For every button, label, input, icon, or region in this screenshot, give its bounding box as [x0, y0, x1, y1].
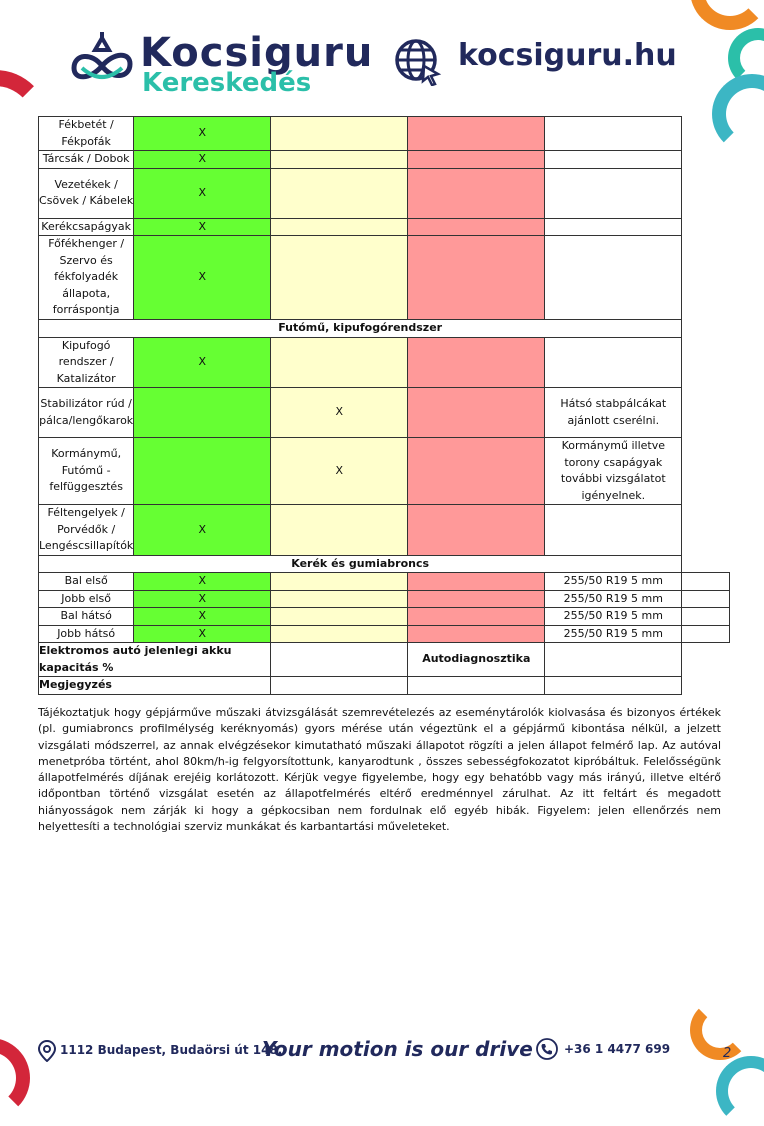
note-cell	[545, 117, 682, 151]
table-row	[39, 218, 730, 236]
status-good-cell: X	[134, 590, 271, 608]
status-good-cell: X	[134, 236, 271, 320]
battery-capacity-value	[271, 643, 408, 677]
status-good-cell	[134, 438, 271, 505]
status-bad-cell	[408, 625, 545, 643]
status-warning-cell	[271, 573, 408, 591]
footer-slogan: Your motion is our drive	[262, 1037, 533, 1061]
item-label: Tárcsák / Dobok	[39, 151, 134, 169]
tire-size-cell: 255/50 R19 5 mm	[545, 608, 682, 626]
table-row	[39, 168, 730, 218]
status-warning-cell	[271, 168, 408, 218]
item-label: Féltengelyek / Porvédők / Lengéscsillapítók	[39, 505, 134, 556]
item-label: Kormánymű, Futómű - felfüggesztés	[39, 438, 134, 505]
item-label: Fékbetét / Fékpofák	[39, 117, 134, 151]
table-row	[39, 388, 730, 438]
status-warning-cell: X	[271, 438, 408, 505]
disclaimer-text: Tájékoztatjuk hogy gépjárműve műszaki átvizsgálását szemrevételezés az eseménytárolók kiolvasása és bizonyos értékek (pl. gumiabroncs profilmélység keréknyomás) gyors mérése után végeztünk el a gépjármű kibontása nélkül, a jelzett vizsgálati módszerrel, az annak elvégzésekor kimutatható műszaki állapotot rögzíti a jelen állapot felmérő lap. Az autóval menetpróba történt, ahol 80km/h-ig felgyorsítottunk, kanyarodtunk , összes sebességfokozatot kipróbáltuk. Felelősségünk állapotfelmérés díjának erejéig korlátozott. Kérjük vegye figyelembe, hogy egy behatóbb vagy más irányú, illetve eltérő időpontban történő vizsgálat esetén az állapotfelmérés eltérő eredménnyel zárulhat. Az itt feltárt és megadott hiányosságok nem zárják ki hogy a gépkocsiban nem fordulnak elő egyéb hibák. Figyelem: jelen ellenőrzés nem helyettesíti a technológiai szerviz munkákat és karbantartási műveleteket.	[38, 706, 721, 834]
table-row	[39, 643, 730, 677]
table-row	[39, 590, 730, 608]
autodiag-value	[545, 643, 682, 677]
decor-arc-bottom-right-orange	[690, 1000, 750, 1060]
note-cell	[545, 236, 682, 320]
item-label: Bal első	[39, 573, 134, 591]
tire-size-cell: 255/50 R19 5 mm	[545, 625, 682, 643]
status-bad-cell	[408, 590, 545, 608]
table-row	[39, 438, 730, 505]
section-header-row	[39, 320, 730, 338]
brand-logo	[68, 28, 374, 98]
table-row	[39, 608, 730, 626]
section-header-row	[39, 555, 730, 573]
status-good-cell: X	[134, 168, 271, 218]
item-label: Kipufogó rendszer / Katalizátor	[39, 337, 134, 388]
status-warning-cell	[271, 151, 408, 169]
item-label: Főfékhenger / Szervo és fékfolyadék állapota, forráspontja	[39, 236, 134, 320]
status-bad-cell	[408, 608, 545, 626]
status-bad-cell	[408, 388, 545, 438]
brand-subtitle: Kereskedés	[142, 68, 312, 98]
globe-cursor-icon	[394, 38, 442, 86]
tire-size-cell: 255/50 R19 5 mm	[545, 590, 682, 608]
status-bad-cell	[408, 168, 545, 218]
table-row	[39, 677, 730, 695]
status-bad-cell	[408, 218, 545, 236]
footer-address: 1112 Budapest, Budaörsi út 148.	[60, 1043, 283, 1057]
status-warning-cell	[271, 218, 408, 236]
phone-icon	[536, 1038, 558, 1060]
status-warning-cell	[271, 590, 408, 608]
status-good-cell: X	[134, 117, 271, 151]
note-cell: Kormánymű illetve torony csapágyak további vizsgálatot igényelnek.	[545, 438, 682, 505]
decor-arc-bottom-right-teal	[716, 1056, 764, 1126]
note-cell	[545, 337, 682, 388]
status-bad-cell	[408, 236, 545, 320]
extra-cell	[682, 625, 730, 643]
item-label: Bal hátsó	[39, 608, 134, 626]
status-good-cell: X	[134, 151, 271, 169]
status-warning-cell	[271, 505, 408, 556]
status-bad-cell	[408, 151, 545, 169]
location-pin-icon	[38, 1040, 56, 1062]
status-bad-cell	[408, 438, 545, 505]
table-row	[39, 625, 730, 643]
table-row	[39, 505, 730, 556]
status-good-cell: X	[134, 573, 271, 591]
remarks-label: Megjegyzés	[39, 677, 271, 695]
status-bad-cell	[408, 117, 545, 151]
status-warning-cell	[271, 608, 408, 626]
extra-cell	[682, 608, 730, 626]
brand-name: Kocsiguru	[140, 30, 374, 76]
page-number: 2	[723, 1046, 732, 1061]
status-warning-cell	[271, 236, 408, 320]
item-label: Jobb hátsó	[39, 625, 134, 643]
table-row	[39, 573, 730, 591]
item-label: Stabilizátor rúd / pálca/lengőkarok	[39, 388, 134, 438]
extra-cell	[682, 573, 730, 591]
autodiag-label: Autodiagnosztika	[408, 643, 545, 677]
item-label: Vezetékek / Csövek / Kábelek	[39, 168, 134, 218]
note-cell	[545, 218, 682, 236]
table-row	[39, 236, 730, 320]
note-cell	[545, 151, 682, 169]
section-title: Futómű, kipufogórendszer	[39, 320, 682, 338]
status-good-cell: X	[134, 625, 271, 643]
status-warning-cell: X	[271, 388, 408, 438]
status-good-cell: X	[134, 608, 271, 626]
extra-cell	[682, 590, 730, 608]
note-cell	[545, 505, 682, 556]
item-label: Jobb első	[39, 590, 134, 608]
battery-capacity-label: Elektromos autó jelenlegi akku kapacitás %	[39, 643, 271, 677]
website-label: kocsiguru.hu	[458, 38, 677, 73]
table-row	[39, 151, 730, 169]
item-label: Kerékcsapágyak	[39, 218, 134, 236]
status-good-cell: X	[134, 505, 271, 556]
table-row	[39, 337, 730, 388]
status-bad-cell	[408, 505, 545, 556]
section-title: Kerék és gumiabroncs	[39, 555, 682, 573]
note-cell: Hátsó stabpálcákat ajánlott cserélni.	[545, 388, 682, 438]
note-cell	[545, 168, 682, 218]
tire-size-cell: 255/50 R19 5 mm	[545, 573, 682, 591]
brand-mascot-icon	[68, 28, 136, 92]
footer-phone: +36 1 4477 699	[564, 1042, 671, 1056]
table-row	[39, 117, 730, 151]
status-good-cell: X	[134, 218, 271, 236]
status-good-cell	[134, 388, 271, 438]
status-warning-cell	[271, 117, 408, 151]
decor-arc-top-right-orange	[690, 0, 764, 30]
status-bad-cell	[408, 337, 545, 388]
decor-arc-bottom-left	[0, 1038, 30, 1118]
inspection-table	[38, 116, 730, 695]
status-warning-cell	[271, 625, 408, 643]
status-bad-cell	[408, 573, 545, 591]
status-warning-cell	[271, 337, 408, 388]
status-good-cell: X	[134, 337, 271, 388]
